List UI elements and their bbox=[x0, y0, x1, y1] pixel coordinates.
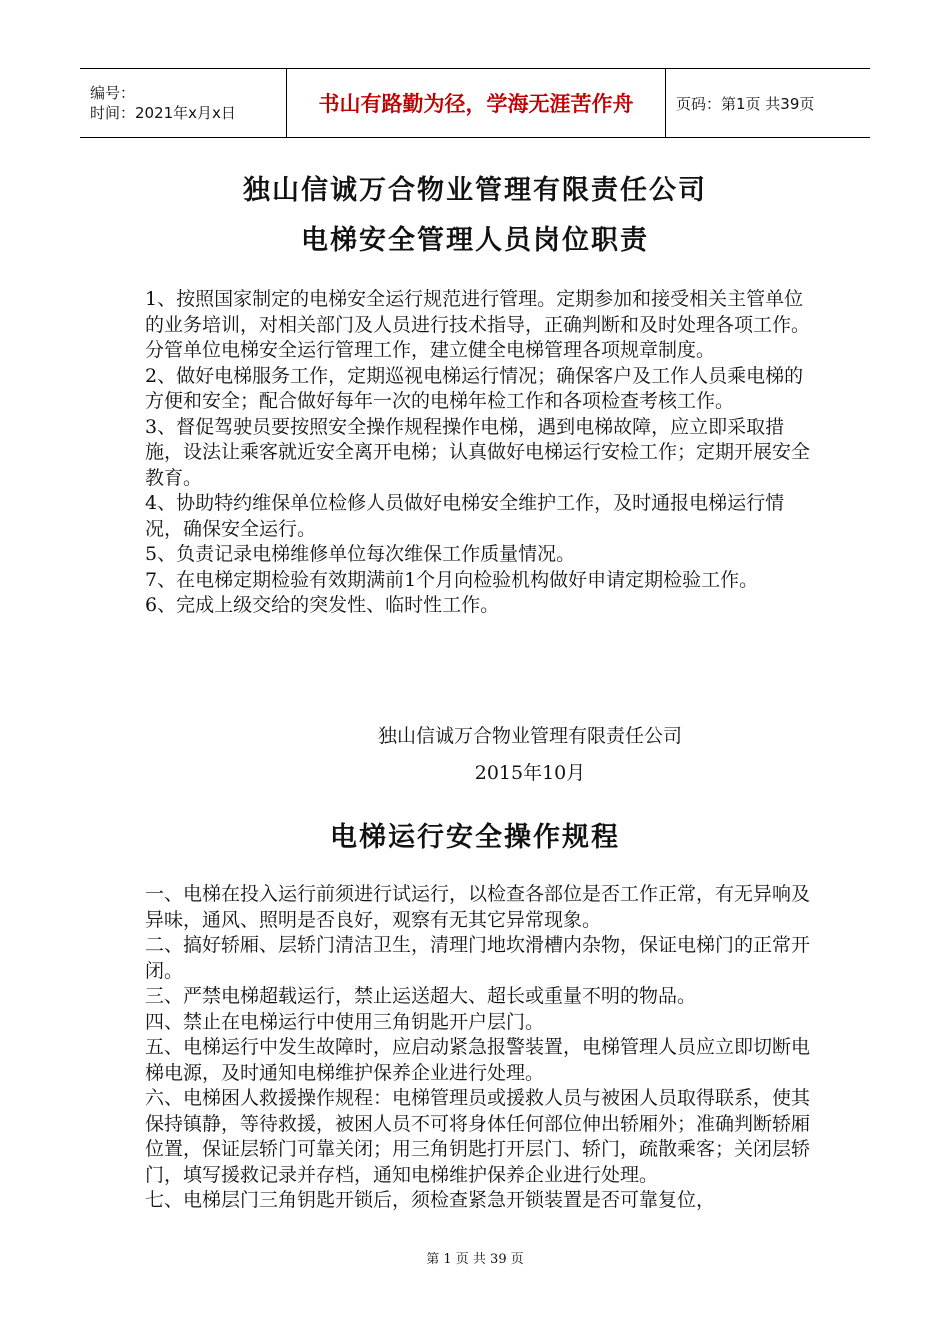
header-motto: 书山有路勤为径，学海无涯苦作舟 bbox=[286, 69, 666, 137]
number-label: 编号： bbox=[90, 84, 136, 102]
duty-item: 6、完成上级交给的突发性、临时性工作。 bbox=[145, 594, 500, 616]
rule-item: 五、电梯运行中发生故障时，应启动紧急报警装置，电梯管理人员应立即切断电梯电源，及时通知电梯维护保养企业进行处理。 bbox=[145, 1036, 811, 1084]
rules-title: 电梯运行安全操作规程 bbox=[330, 822, 620, 853]
page-footer: 第 1 页 共 39 页 bbox=[426, 1252, 524, 1267]
header-page-info: 页码：第1页 共39页 bbox=[676, 94, 815, 113]
duty-item: 4、协助特约维保单位检修人员做好电梯安全维护工作，及时通报电梯运行情况，确保安全运行。 bbox=[145, 492, 785, 540]
page-header bbox=[80, 68, 870, 138]
signature-company: 独山信诚万合物业管理有限责任公司 bbox=[377, 725, 682, 747]
duties-list bbox=[145, 287, 810, 619]
time-label: 时间：2021年x月x日 bbox=[90, 104, 236, 122]
duties-title: 电梯安全管理人员岗位职责 bbox=[301, 225, 649, 256]
duty-item: 7、在电梯定期检验有效期满前1个月向检验机构做好申请定期检验工作。 bbox=[145, 568, 759, 591]
signature-date: 2015年10月 bbox=[474, 762, 586, 784]
duty-item: 5、负责记录电梯维修单位每次维保工作质量情况。 bbox=[145, 543, 576, 565]
rule-item: 一、电梯在投入运行前须进行试运行，以检查各部位是否工作正常，有无异响及异味，通风、照明是否良好，观察有无其它异常现象。 bbox=[145, 883, 811, 931]
rules-list bbox=[145, 882, 810, 1214]
header-meta bbox=[80, 69, 286, 137]
rule-item: 四、禁止在电梯运行中使用三角钥匙开户层门。 bbox=[145, 1010, 545, 1033]
rule-item: 二、搞好轿厢、层轿门清洁卫生，清理门地坎滑槽内杂物，保证电梯门的正常开闭。 bbox=[145, 934, 811, 982]
duty-item: 3、督促驾驶员要按照安全操作规程操作电梯，遇到电梯故障，应立即采取措施，设法让乘客就近安全离开电梯；认真做好电梯运行安检工作；定期开展安全教育。 bbox=[145, 415, 811, 489]
rule-item: 七、电梯层门三角钥匙开锁后，须检查紧急开锁装置是否可靠复位， bbox=[145, 1189, 716, 1211]
company-title: 独山信诚万合物业管理有限责任公司 bbox=[243, 175, 707, 206]
rule-item: 六、电梯困人救援操作规程：电梯管理员或援救人员与被困人员取得联系，使其保持镇静，等待救援，被困人员不可将身体任何部位伸出轿厢外；准确判断轿厢位置，保证层轿门可靠关闭；用三角钥匙打开层门、轿门，疏散乘客；关闭层轿门，填写援救记录并存档，通知电梯维护保养企业进行处理。 bbox=[145, 1087, 811, 1186]
duty-item: 2、做好电梯服务工作，定期巡视电梯运行情况；确保客户及工作人员乘电梯的方便和安全；配合做好每年一次的电梯年检工作和各项检查考核工作。 bbox=[145, 364, 804, 412]
duty-item: 1、按照国家制定的电梯安全运行规范进行管理。定期参加和接受相关主管单位的业务培训，对相关部门及人员进行技术指导，正确判断和及时处理各项工作。分管单位电梯安全运行管理工作，建立健全电梯管理各项规章制度。 bbox=[145, 288, 811, 361]
rule-item: 三、严禁电梯超载运行，禁止运送超大、超长或重量不明的物品。 bbox=[145, 985, 697, 1007]
